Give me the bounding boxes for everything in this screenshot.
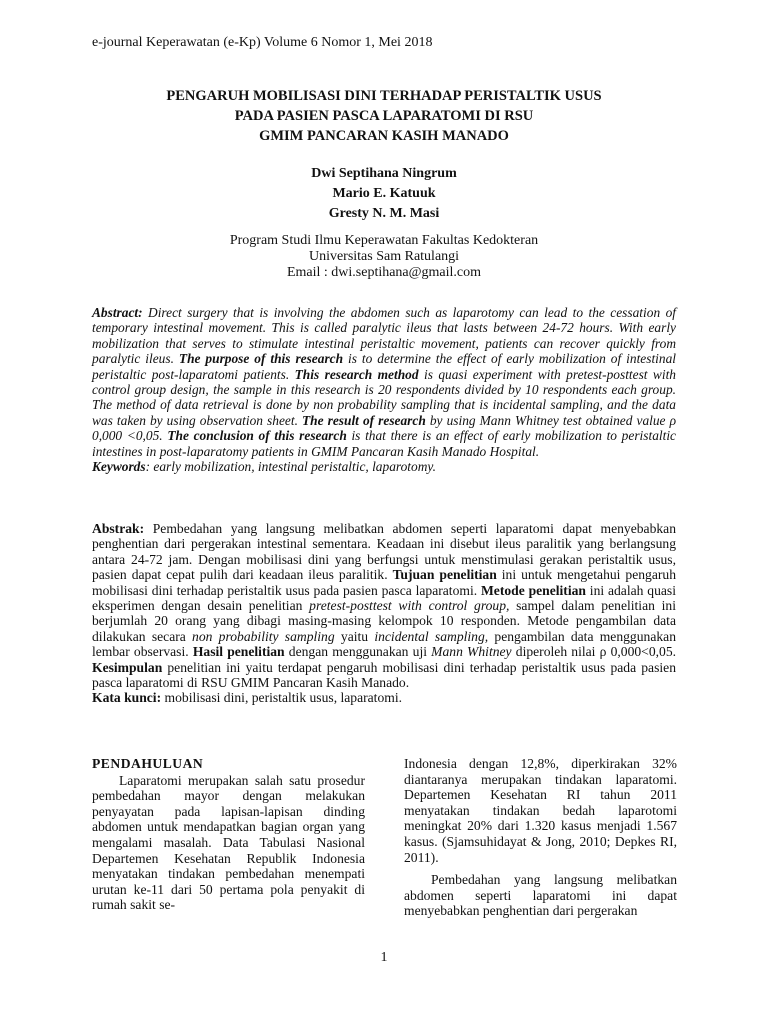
author-list [80,164,688,224]
affiliation-email: Email : dwi.septihana@gmail.com [286,265,482,280]
abstract-keyphrase: The result of research [302,412,426,428]
author-name: Mario E. Katuuk [332,186,436,201]
abstrak-keyphrase: Tujuan penelitian [392,567,497,583]
keywords-text: : early mobilization, intestinal peristaltic, laparotomy. [145,459,436,475]
abstrak-text: Pembedahan yang langsung melibatkan abdomen seperti laparatomi dapat menyebabkan penghentian dari pergerakan intestinal sementara. Keadaan ini disebut ileus paralitik yang berlangsung antara 24-72 jam. Dengan mobilisasi dini yang berfungsi untuk menstimulasi gerakan peristaltik usus, pasien dapat cepat pulih dari keadaan ileus paralitik. [92,521,676,583]
abstrak-text: ini adalah quasi eksperimen dengan desain penelitian [92,582,676,614]
keywords-label: Keywords [92,459,146,475]
abstract-keyphrase: The conclusion of this research [167,428,347,444]
body-paragraph: Pembedahan yang langsung melibatkan abdomen seperti laparatomi ini dapat menyebabkan penghentian dari pergerakan [404,872,677,919]
title-line: PADA PASIEN PASCA LAPARATOMI DI RSU [234,108,534,124]
abstrak-italic: Mann Whitney [431,644,512,660]
abstract-text: by using Mann Whitney test obtained value ρ 0,000 <0,05. [92,412,676,444]
abstrak-text: pengambilan data menggunakan lembar observasi. [92,628,676,660]
body-column-right [404,756,677,919]
abstract-keyphrase: The purpose of this research [178,351,344,367]
section-heading: PENDAHULUAN [92,756,204,771]
body-paragraph: Laparatomi merupakan salah satu prosedur pembedahan mayor dengan melakukan penyayatan pada lapisan-lapisan dinding abdomen untuk mendapatkan bagian organ yang mengalami masalah. Data Tabulasi Nasional Departemen Kesehatan Republik Indonesia menyatakan tindakan pembedahan menempati urutan ke-11 dari 50 pertama pola penyakit di rumah sakit se- [92,772,365,913]
abstrak-text: dengan menggunakan uji [284,644,432,660]
abstract-text: Direct surgery that is involving the abdomen such as laparotomy can lead to the cessation of temporary intestinal movement. This is called paralytic ileus that lasts between 24-72 hours. With early mobilization that serves to stimulate intestinal peristaltic movement, patients can recover quickly from paralytic ileus. [92,305,676,367]
body-column-left [92,756,365,913]
page-number: 1 [380,950,388,965]
running-head: e-journal Keperawatan (e-Kp) Volume 6 Nomor 1, Mei 2018 [92,35,433,50]
abstrak-text: penelitian ini yaitu terdapat pengaruh mobilisasi dini terhadap peristaltik usus pada pasien pasca laparatomi di RSU GMIM Pancaran Kasih Manado. [92,659,676,691]
abstrak-italic: pretest-posttest with control group, [309,598,510,614]
abstrak-keyphrase: Metode penelitian [480,582,586,598]
abstrak-text: sampel dalam penelitian ini berjumlah 20 orang yang dibagi masing-masing kelompok 10 responden. Metode pengambilan data dilakukan secara [92,598,676,644]
abstrak-text: yaitu [334,628,375,644]
abstract-text: is to determine the effect of early mobilization of intestinal peristaltic post-laparatomi patients. [92,351,676,382]
abstrak-text: ini untuk mengetahui pengaruh mobilisasi dini terhadap peristaltik usus pada pasien pasca laparatomi. [92,567,676,598]
author-name: Gresty N. M. Masi [328,206,440,221]
title-line: PENGARUH MOBILISASI DINI TERHADAP PERISTALTIK USUS [166,88,602,104]
kata-kunci-text: mobilisasi dini, peristaltik usus, laparatomi. [161,690,403,706]
author-name: Dwi Septihana Ningrum [311,166,457,181]
affiliation-university: Universitas Sam Ratulangi [308,249,460,264]
abstrak-text: diperoleh nilai ρ 0,000<0,05. [511,644,677,660]
abstract-keyphrase: This research method [294,366,419,382]
abstrak-italic: non probability sampling [192,628,335,644]
abstrak-keyphrase: Hasil penelitian [192,644,285,660]
abstract-text: is quasi experiment with pretest-posttest with control group design, the sample in this research is 20 respondents divided by 10 respondents each group. The method of data retrieval is done by non probability sampling that is incidental sampling, and the data was taken by using observation sheet. [92,366,676,428]
paper-title [80,86,688,146]
abstract-english [92,305,676,474]
abstrak-label: Abstrak: [92,521,145,536]
abstrak-italic: incidental sampling, [374,628,489,644]
affiliation [80,233,688,281]
abstract-text: is that there is an effect of early mobilization to peristaltic intestines in post-laparatomy patients in GMIM Pancaran Kasih Manado Hospital. [92,428,676,459]
body-paragraph: Indonesia dengan 12,8%, diperkirakan 32% diantaranya merupakan tindakan laparatomi. Departemen Kesehatan RI tahun 2011 menyatakan tindakan bedah laparotomi meningkat 20% dari 1.320 kasus menjadi 1.567 kasus. (Sjamsuhidayat & Jong, 2010; Depkes RI, 2011). [404,756,677,865]
abstract-indonesian [92,521,676,706]
abstrak-keyphrase: Kesimpulan [92,659,163,675]
affiliation-department: Program Studi Ilmu Keperawatan Fakultas Kedokteran [229,233,539,248]
abstract-label: Abstract: [92,305,143,320]
title-line: GMIM PANCARAN KASIH MANADO [259,128,509,144]
kata-kunci-label: Kata kunci: [92,690,162,706]
